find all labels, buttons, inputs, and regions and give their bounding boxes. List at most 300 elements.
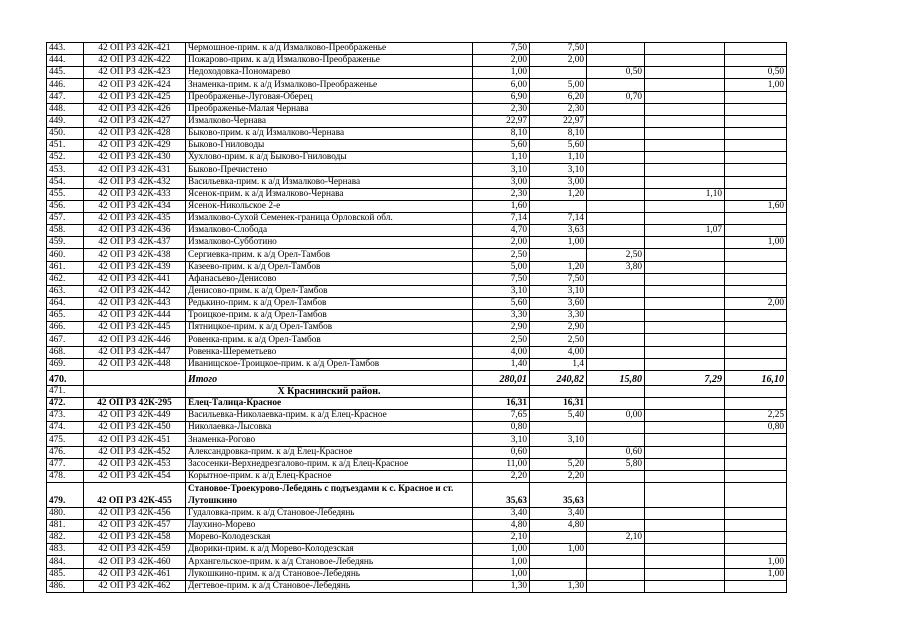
length-col-5: [725, 532, 787, 544]
table-row: [47, 334, 787, 346]
row-number: 486.: [47, 580, 84, 592]
length-col-5: [725, 507, 787, 519]
road-code: 42 ОП РЗ 42К-447: [84, 346, 186, 358]
table-row: [47, 397, 787, 409]
length-col-4: [645, 261, 725, 273]
length-col-3: 0,00: [587, 410, 645, 422]
length-col-4: [645, 127, 725, 139]
table-row: [47, 249, 787, 261]
length-total: 2,10: [473, 532, 530, 544]
road-name: X Краснинский район.: [186, 385, 473, 397]
length-col-5: [725, 458, 787, 470]
table-row: [47, 470, 787, 482]
length-col-4: [645, 458, 725, 470]
length-total: 5,60: [473, 297, 530, 309]
road-code: 42 ОП РЗ 42К-445: [84, 322, 186, 334]
road-name: Гудаловка-прим. к а/д Становое-Лебедянь: [186, 507, 473, 519]
length-col-4: [645, 520, 725, 532]
length-col-5: 2,00: [725, 297, 787, 309]
length-col-2: 2,90: [530, 322, 587, 334]
table-row: [47, 507, 787, 519]
length-col-3: 2,50: [587, 249, 645, 261]
road-name: Измалково-Слобода: [186, 225, 473, 237]
road-code: 42 ОП РЗ 42К-434: [84, 200, 186, 212]
length-col-3: 3,80: [587, 261, 645, 273]
length-col-4: [645, 212, 725, 224]
length-col-2: 6,20: [530, 91, 587, 103]
row-number: 479.: [47, 482, 84, 507]
length-col-2: 5,40: [530, 410, 587, 422]
length-total: 280,01: [473, 370, 530, 385]
length-total: 3,10: [473, 164, 530, 176]
table-row: [47, 532, 787, 544]
road-name: Быково-Гниловоды: [186, 140, 473, 152]
length-col-4: [645, 334, 725, 346]
road-name: Елец-Талица-Красное: [186, 397, 473, 409]
road-name: Морево-Колодезская: [186, 532, 473, 544]
length-col-4: [645, 507, 725, 519]
length-col-2: [530, 532, 587, 544]
road-name: Ровенка-прим. к а/д Орел-Тамбов: [186, 334, 473, 346]
length-col-2: 35,63: [530, 482, 587, 507]
table-row: [47, 261, 787, 273]
road-code: 42 ОП РЗ 42К-451: [84, 434, 186, 446]
table-row: [47, 520, 787, 532]
length-col-3: [587, 544, 645, 556]
length-col-2: 22,97: [530, 115, 587, 127]
length-total: 11,00: [473, 458, 530, 470]
length-col-5: [725, 322, 787, 334]
table-row: [47, 422, 787, 434]
row-number: 457.: [47, 212, 84, 224]
length-total: 22,97: [473, 115, 530, 127]
road-name: Измалково-Субботино: [186, 237, 473, 249]
length-total: 1,00: [473, 544, 530, 556]
length-total: 1,00: [473, 67, 530, 79]
length-col-5: [725, 115, 787, 127]
length-col-3: [587, 127, 645, 139]
length-total: 0,80: [473, 422, 530, 434]
length-col-3: [587, 520, 645, 532]
row-number: 455.: [47, 188, 84, 200]
length-col-3: [587, 358, 645, 370]
road-name: Преображенье-Луговая-Оберец: [186, 91, 473, 103]
length-total: 3,30: [473, 310, 530, 322]
length-col-2: 1,00: [530, 237, 587, 249]
length-col-4: [645, 532, 725, 544]
length-col-2: 1,4: [530, 358, 587, 370]
length-col-5: [725, 434, 787, 446]
length-col-3: [587, 346, 645, 358]
table-row: [47, 225, 787, 237]
road-name: Корытное-прим. к а/д Елец-Красное: [186, 470, 473, 482]
length-total: 3,10: [473, 285, 530, 297]
row-number: 473.: [47, 410, 84, 422]
road-name: Дворики-прим. к а/д Морево-Колодезская: [186, 544, 473, 556]
length-col-5: 1,00: [725, 237, 787, 249]
road-code: 42 ОП РЗ 42К-427: [84, 115, 186, 127]
length-total: 1,40: [473, 358, 530, 370]
length-col-4: [645, 43, 725, 55]
length-col-5: [725, 43, 787, 55]
length-col-3: [587, 273, 645, 285]
table-row: [47, 115, 787, 127]
length-total: 1,10: [473, 152, 530, 164]
length-col-2: 240,82: [530, 370, 587, 385]
length-col-4: [645, 556, 725, 568]
length-col-5: 1,00: [725, 556, 787, 568]
length-col-4: [645, 580, 725, 592]
length-col-5: [725, 580, 787, 592]
length-col-5: [725, 385, 787, 397]
road-code: 42 ОП РЗ 42К-441: [84, 273, 186, 285]
length-col-4: [645, 422, 725, 434]
road-name: Николаевка-Лысовка: [186, 422, 473, 434]
length-col-3: [587, 103, 645, 115]
length-col-3: [587, 285, 645, 297]
length-col-2: 1,20: [530, 188, 587, 200]
length-col-2: [530, 67, 587, 79]
length-total: 4,80: [473, 520, 530, 532]
road-code: 42 ОП РЗ 42К-460: [84, 556, 186, 568]
table-row: [47, 91, 787, 103]
length-col-2: 4,80: [530, 520, 587, 532]
row-number: 483.: [47, 544, 84, 556]
row-number: 454.: [47, 176, 84, 188]
length-col-2: 1,30: [530, 580, 587, 592]
table-row: [47, 482, 787, 507]
length-col-3: [587, 334, 645, 346]
road-code: 42 ОП РЗ 42К-438: [84, 249, 186, 261]
length-col-3: [587, 310, 645, 322]
length-col-4: [645, 79, 725, 91]
road-code: 42 ОП РЗ 42К-448: [84, 358, 186, 370]
length-col-4: [645, 115, 725, 127]
length-total: 35,63: [473, 482, 530, 507]
length-col-4: [645, 385, 725, 397]
length-col-5: [725, 140, 787, 152]
table-row: [47, 370, 787, 385]
length-col-4: [645, 176, 725, 188]
road-name: Ровенка-Шереметьево: [186, 346, 473, 358]
row-number: 452.: [47, 152, 84, 164]
road-name: Засосенки-Верхнедрезгалово-прим. к а/д Елец-Красное: [186, 458, 473, 470]
length-col-3: 15,80: [587, 370, 645, 385]
length-col-3: 0,70: [587, 91, 645, 103]
row-number: 484.: [47, 556, 84, 568]
length-col-5: 1,60: [725, 200, 787, 212]
length-col-2: 8,10: [530, 127, 587, 139]
road-name: Преображенье-Малая Чернава: [186, 103, 473, 115]
road-code: 42 ОП РЗ 42К-453: [84, 458, 186, 470]
table-row: [47, 79, 787, 91]
length-total: 2,00: [473, 55, 530, 67]
length-total: 2,50: [473, 249, 530, 261]
table-row: [47, 67, 787, 79]
road-code: 42 ОП РЗ 42К-456: [84, 507, 186, 519]
row-number: 464.: [47, 297, 84, 309]
road-name: Лаухино-Морево: [186, 520, 473, 532]
row-number: 469.: [47, 358, 84, 370]
length-col-5: [725, 212, 787, 224]
length-col-4: [645, 67, 725, 79]
length-col-5: [725, 164, 787, 176]
length-col-4: [645, 285, 725, 297]
road-name: Быково-Пречистено: [186, 164, 473, 176]
length-col-3: [587, 55, 645, 67]
length-col-5: [725, 310, 787, 322]
length-col-2: [530, 200, 587, 212]
length-col-5: [725, 91, 787, 103]
row-number: 481.: [47, 520, 84, 532]
length-col-4: [645, 91, 725, 103]
table-row: [47, 140, 787, 152]
length-col-2: 3,00: [530, 176, 587, 188]
length-col-4: [645, 310, 725, 322]
length-col-2: [530, 385, 587, 397]
road-name: Знаменка-прим. к а/д Измалково-Преображенье: [186, 79, 473, 91]
length-total: 7,50: [473, 43, 530, 55]
road-name: Недоходовка-Пономарево: [186, 67, 473, 79]
length-col-4: [645, 55, 725, 67]
road-name: Хухлово-прим. к а/д Быково-Гниловоды: [186, 152, 473, 164]
road-code: 42 ОП РЗ 42К-424: [84, 79, 186, 91]
row-number: 459.: [47, 237, 84, 249]
length-col-5: 16,10: [725, 370, 787, 385]
length-total: 2,50: [473, 334, 530, 346]
length-col-3: [587, 115, 645, 127]
length-col-2: 7,50: [530, 43, 587, 55]
length-total: 3,40: [473, 507, 530, 519]
length-col-5: [725, 55, 787, 67]
length-col-4: [645, 140, 725, 152]
row-number: 465.: [47, 310, 84, 322]
road-name: Лукошкино-прим. к а/д Становое-Лебедянь: [186, 568, 473, 580]
table-row: [47, 212, 787, 224]
table-row: [47, 434, 787, 446]
length-total: 1,00: [473, 568, 530, 580]
row-number: 478.: [47, 470, 84, 482]
table-row: [47, 556, 787, 568]
table-row: [47, 580, 787, 592]
length-total: 1,60: [473, 200, 530, 212]
road-name: Александровка-прим. к а/д Елец-Красное: [186, 446, 473, 458]
road-code: 42 ОП РЗ 42К-450: [84, 422, 186, 434]
length-col-5: [725, 249, 787, 261]
length-total: 5,00: [473, 261, 530, 273]
length-col-2: 5,00: [530, 79, 587, 91]
road-code: 42 ОП РЗ 42К-458: [84, 532, 186, 544]
length-col-3: [587, 225, 645, 237]
road-code: 42 ОП РЗ 42К-446: [84, 334, 186, 346]
length-col-2: 7,14: [530, 212, 587, 224]
length-col-3: 0,60: [587, 446, 645, 458]
road-name: Измалково-Чернава: [186, 115, 473, 127]
row-number: 472.: [47, 397, 84, 409]
length-col-4: 1,07: [645, 225, 725, 237]
length-total: 16,31: [473, 397, 530, 409]
length-col-4: [645, 568, 725, 580]
length-col-5: [725, 520, 787, 532]
table-row: [47, 188, 787, 200]
length-col-5: [725, 482, 787, 507]
length-total: 3,10: [473, 434, 530, 446]
length-col-2: 1,00: [530, 544, 587, 556]
length-col-4: [645, 237, 725, 249]
length-col-3: [587, 200, 645, 212]
road-name: Пятницкое-прим. к а/д Орел-Тамбов: [186, 322, 473, 334]
length-col-2: 2,50: [530, 334, 587, 346]
length-col-4: [645, 470, 725, 482]
length-col-5: [725, 127, 787, 139]
length-col-2: [530, 249, 587, 261]
road-code: 42 ОП РЗ 42К-431: [84, 164, 186, 176]
length-col-2: 1,10: [530, 152, 587, 164]
length-total: 8,10: [473, 127, 530, 139]
length-col-5: [725, 470, 787, 482]
length-col-4: 1,10: [645, 188, 725, 200]
row-number: 475.: [47, 434, 84, 446]
row-number: 477.: [47, 458, 84, 470]
length-col-2: 5,60: [530, 140, 587, 152]
length-col-2: 1,20: [530, 261, 587, 273]
road-code: 42 ОП РЗ 42К-425: [84, 91, 186, 103]
row-number: 453.: [47, 164, 84, 176]
table-row: [47, 297, 787, 309]
table-row: [47, 458, 787, 470]
road-name: Иванищское-Троицкое-прим. к а/д Орел-Тамбов: [186, 358, 473, 370]
length-col-2: [530, 446, 587, 458]
road-name: Афанасьево-Денисово: [186, 273, 473, 285]
length-col-5: [725, 397, 787, 409]
road-code: 42 ОП РЗ 42К-449: [84, 410, 186, 422]
length-col-2: 2,20: [530, 470, 587, 482]
length-col-3: 2,10: [587, 532, 645, 544]
road-code: 42 ОП РЗ 42К-452: [84, 446, 186, 458]
length-col-4: [645, 446, 725, 458]
length-total: 1,00: [473, 556, 530, 568]
row-number: 445.: [47, 67, 84, 79]
length-col-5: [725, 152, 787, 164]
table-row: [47, 358, 787, 370]
length-col-4: [645, 164, 725, 176]
length-total: 2,00: [473, 237, 530, 249]
length-col-4: [645, 482, 725, 507]
road-code: 42 ОП РЗ 42К-430: [84, 152, 186, 164]
length-col-2: [530, 568, 587, 580]
road-code: 42 ОП РЗ 42К-428: [84, 127, 186, 139]
length-col-5: [725, 273, 787, 285]
length-col-3: [587, 176, 645, 188]
length-col-3: [587, 397, 645, 409]
table-row: [47, 446, 787, 458]
length-col-5: [725, 188, 787, 200]
length-col-2: 5,20: [530, 458, 587, 470]
length-col-2: 3,30: [530, 310, 587, 322]
length-col-5: [725, 446, 787, 458]
table-row: [47, 164, 787, 176]
row-number: 485.: [47, 568, 84, 580]
road-code: 42 ОП РЗ 42К-455: [84, 482, 186, 507]
road-code: 42 ОП РЗ 42К-442: [84, 285, 186, 297]
road-code: 42 ОП РЗ 42К-423: [84, 67, 186, 79]
table-row: [47, 152, 787, 164]
road-code: 42 ОП РЗ 42К-426: [84, 103, 186, 115]
length-col-5: [725, 358, 787, 370]
row-number: 448.: [47, 103, 84, 115]
length-col-5: [725, 346, 787, 358]
length-col-5: [725, 176, 787, 188]
length-col-5: [725, 285, 787, 297]
length-col-3: [587, 422, 645, 434]
row-number: 461.: [47, 261, 84, 273]
table-row: [47, 385, 787, 397]
length-col-2: 3,40: [530, 507, 587, 519]
road-code: 42 ОП РЗ 42К-462: [84, 580, 186, 592]
length-col-3: 5,80: [587, 458, 645, 470]
row-number: 463.: [47, 285, 84, 297]
table-row: [47, 55, 787, 67]
length-col-3: [587, 140, 645, 152]
length-col-2: 2,30: [530, 103, 587, 115]
road-code: 42 ОП РЗ 42К-422: [84, 55, 186, 67]
road-name: Редькино-прим. к а/д Орел-Тамбов: [186, 297, 473, 309]
row-number: 446.: [47, 79, 84, 91]
row-number: 460.: [47, 249, 84, 261]
length-col-3: [587, 79, 645, 91]
table-row: [47, 127, 787, 139]
table-row: [47, 322, 787, 334]
row-number: 467.: [47, 334, 84, 346]
length-col-5: 0,80: [725, 422, 787, 434]
table-row: [47, 200, 787, 212]
row-number: 449.: [47, 115, 84, 127]
road-name: Чермошное-прим. к а/д Измалково-Преображенье: [186, 43, 473, 55]
table-row: [47, 237, 787, 249]
road-code: 42 ОП РЗ 42К-457: [84, 520, 186, 532]
length-col-2: [530, 556, 587, 568]
road-code: 42 ОП РЗ 42К-436: [84, 225, 186, 237]
length-total: 3,00: [473, 176, 530, 188]
table-row: [47, 310, 787, 322]
row-number: 471.: [47, 385, 84, 397]
length-col-5: 2,25: [725, 410, 787, 422]
length-col-4: [645, 152, 725, 164]
length-total: 4,70: [473, 225, 530, 237]
length-col-4: [645, 200, 725, 212]
row-number: 444.: [47, 55, 84, 67]
length-col-2: 3,10: [530, 164, 587, 176]
length-col-5: [725, 544, 787, 556]
length-col-4: [645, 103, 725, 115]
length-col-4: [645, 346, 725, 358]
length-col-3: [587, 556, 645, 568]
length-total: 2,30: [473, 188, 530, 200]
row-number: 456.: [47, 200, 84, 212]
length-col-5: 0,50: [725, 67, 787, 79]
length-col-2: 16,31: [530, 397, 587, 409]
length-col-4: 7,29: [645, 370, 725, 385]
length-col-3: [587, 482, 645, 507]
road-code: 42 ОП РЗ 42К-444: [84, 310, 186, 322]
length-col-2: 7,50: [530, 273, 587, 285]
length-col-4: [645, 544, 725, 556]
row-number: 468.: [47, 346, 84, 358]
road-code: 42 ОП РЗ 42К-437: [84, 237, 186, 249]
road-code: 42 ОП РЗ 42К-429: [84, 140, 186, 152]
row-number: 474.: [47, 422, 84, 434]
length-total: 2,30: [473, 103, 530, 115]
